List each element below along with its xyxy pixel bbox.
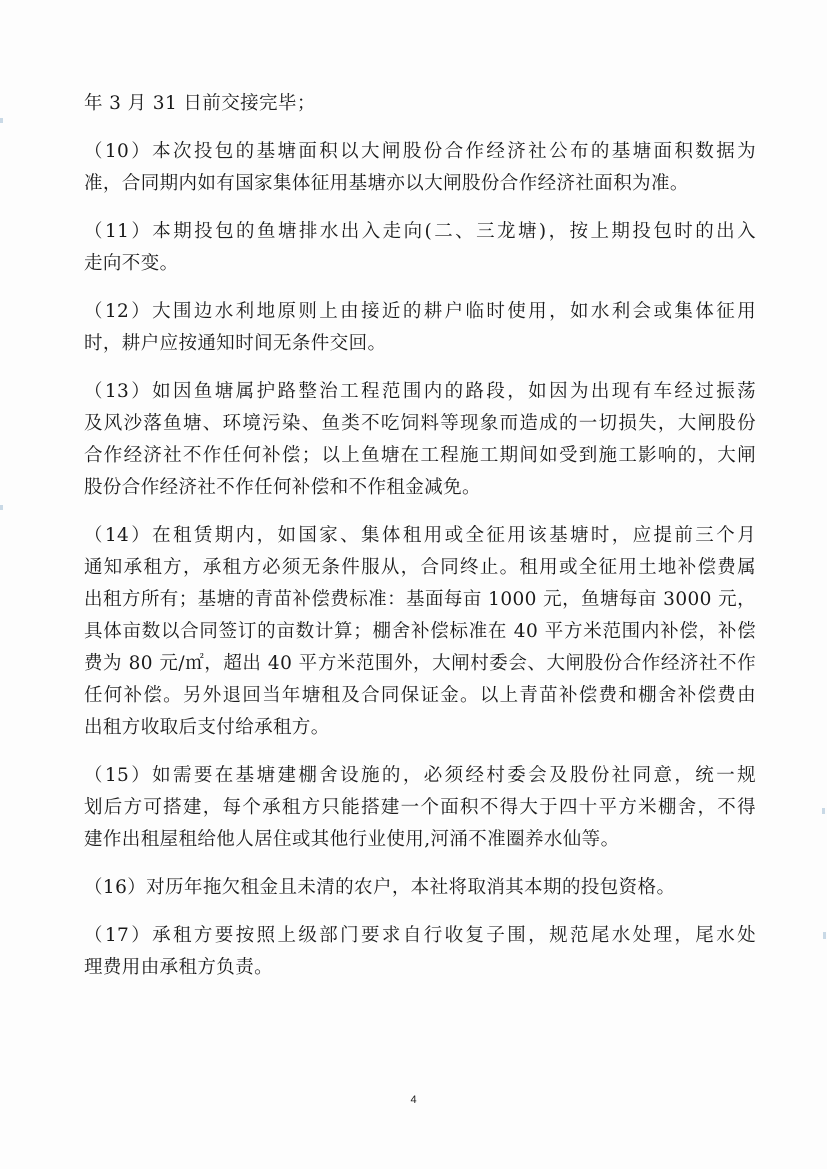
paragraph-gap [84, 856, 756, 872]
paragraph-gap [84, 280, 756, 296]
text-line: （11）本期投包的鱼塘排水出入走向(二、三龙塘)，按上期投包时的出入 [84, 221, 756, 242]
text-line: 划后方可搭建，每个承租方只能搭建一个面积不得大于四十平方米棚舍，不得 [84, 797, 756, 818]
text-line: 合作经济社不作任何补偿；以上鱼塘在工程施工期间如受到施工影响的，大闸 [84, 445, 756, 466]
text-line: （14）在租赁期内，如国家、集体租用或全征用该基塘时，应提前三个月 [84, 525, 756, 546]
page-number: 4 [410, 1094, 417, 1106]
scan-mark [0, 118, 3, 123]
text-line: 任何补偿。另外退回当年塘租及合同保证金。以上青苗补偿费和棚舍补偿费由 [84, 685, 756, 706]
text-line: （17）承租方要按照上级部门要求自行收复子围，规范尾水处理，尾水处 [84, 925, 756, 946]
scan-mark [823, 932, 826, 939]
paragraph-gap [84, 904, 756, 920]
paragraph-gap [84, 504, 756, 520]
text-line: 时，耕户应按通知时间无条件交回。 [84, 333, 387, 354]
text-line: 及风沙落鱼塘、环境污染、鱼类不吃饲料等现象而造成的一切损失，大闸股份 [84, 413, 756, 434]
paragraph-gap [84, 120, 756, 136]
text-line: 走向不变。 [84, 253, 179, 274]
text-line: 出租方所有；基塘的青苗补偿费标准：基面每亩 1000 元，鱼塘每亩 3000 元， [84, 589, 756, 610]
scan-mark [0, 505, 3, 510]
text-line: （10）本次投包的基塘面积以大闸股份合作经济社公布的基塘面积数据为 [84, 141, 756, 162]
text-line: 股份合作经济社不作任何补偿和不作租金减免。 [84, 477, 481, 498]
text-line: （13）如因鱼塘属护路整治工程范围内的路段，如因为出现有车经过振荡 [84, 381, 756, 402]
text-line: 费为 80 元/㎡，超出 40 平方米范围外，大闸村委会、大闸股份合作经济社不作 [84, 653, 756, 674]
text-line: 出租方收取后支付给承租方。 [84, 717, 330, 738]
scan-mark [822, 808, 825, 814]
text-line: （16）对历年拖欠租金且未清的农户，本社将取消其本期的投包资格。 [84, 877, 676, 898]
text-line: 具体亩数以合同签订的亩数计算；棚舍补偿标准在 40 平方米范围内补偿，补偿 [84, 621, 756, 642]
text-line: 通知承租方，承租方必须无条件服从，合同终止。租用或全征用土地补偿费属 [84, 557, 756, 578]
text-line: 理费用由承租方负责。 [84, 957, 274, 978]
text-line: 年 3 月 31 日前交接完毕； [84, 93, 316, 114]
text-line: （12）大围边水利地原则上由接近的耕户临时使用，如水利会或集体征用 [84, 301, 756, 322]
text-line: 建作出租屋租给他人居住或其他行业使用,河涌不准圈养水仙等。 [84, 829, 620, 850]
paragraph-gap [84, 200, 756, 216]
paragraph-gap [84, 360, 756, 376]
text-line: （15）如需要在基塘建棚舍设施的，必须经村委会及股份社同意，统一规 [84, 765, 756, 786]
text-line: 准，合同期内如有国家集体征用基塘亦以大闸股份合作经济社面积为准。 [84, 173, 689, 194]
paragraph-gap [84, 744, 756, 760]
document-body [84, 88, 756, 984]
